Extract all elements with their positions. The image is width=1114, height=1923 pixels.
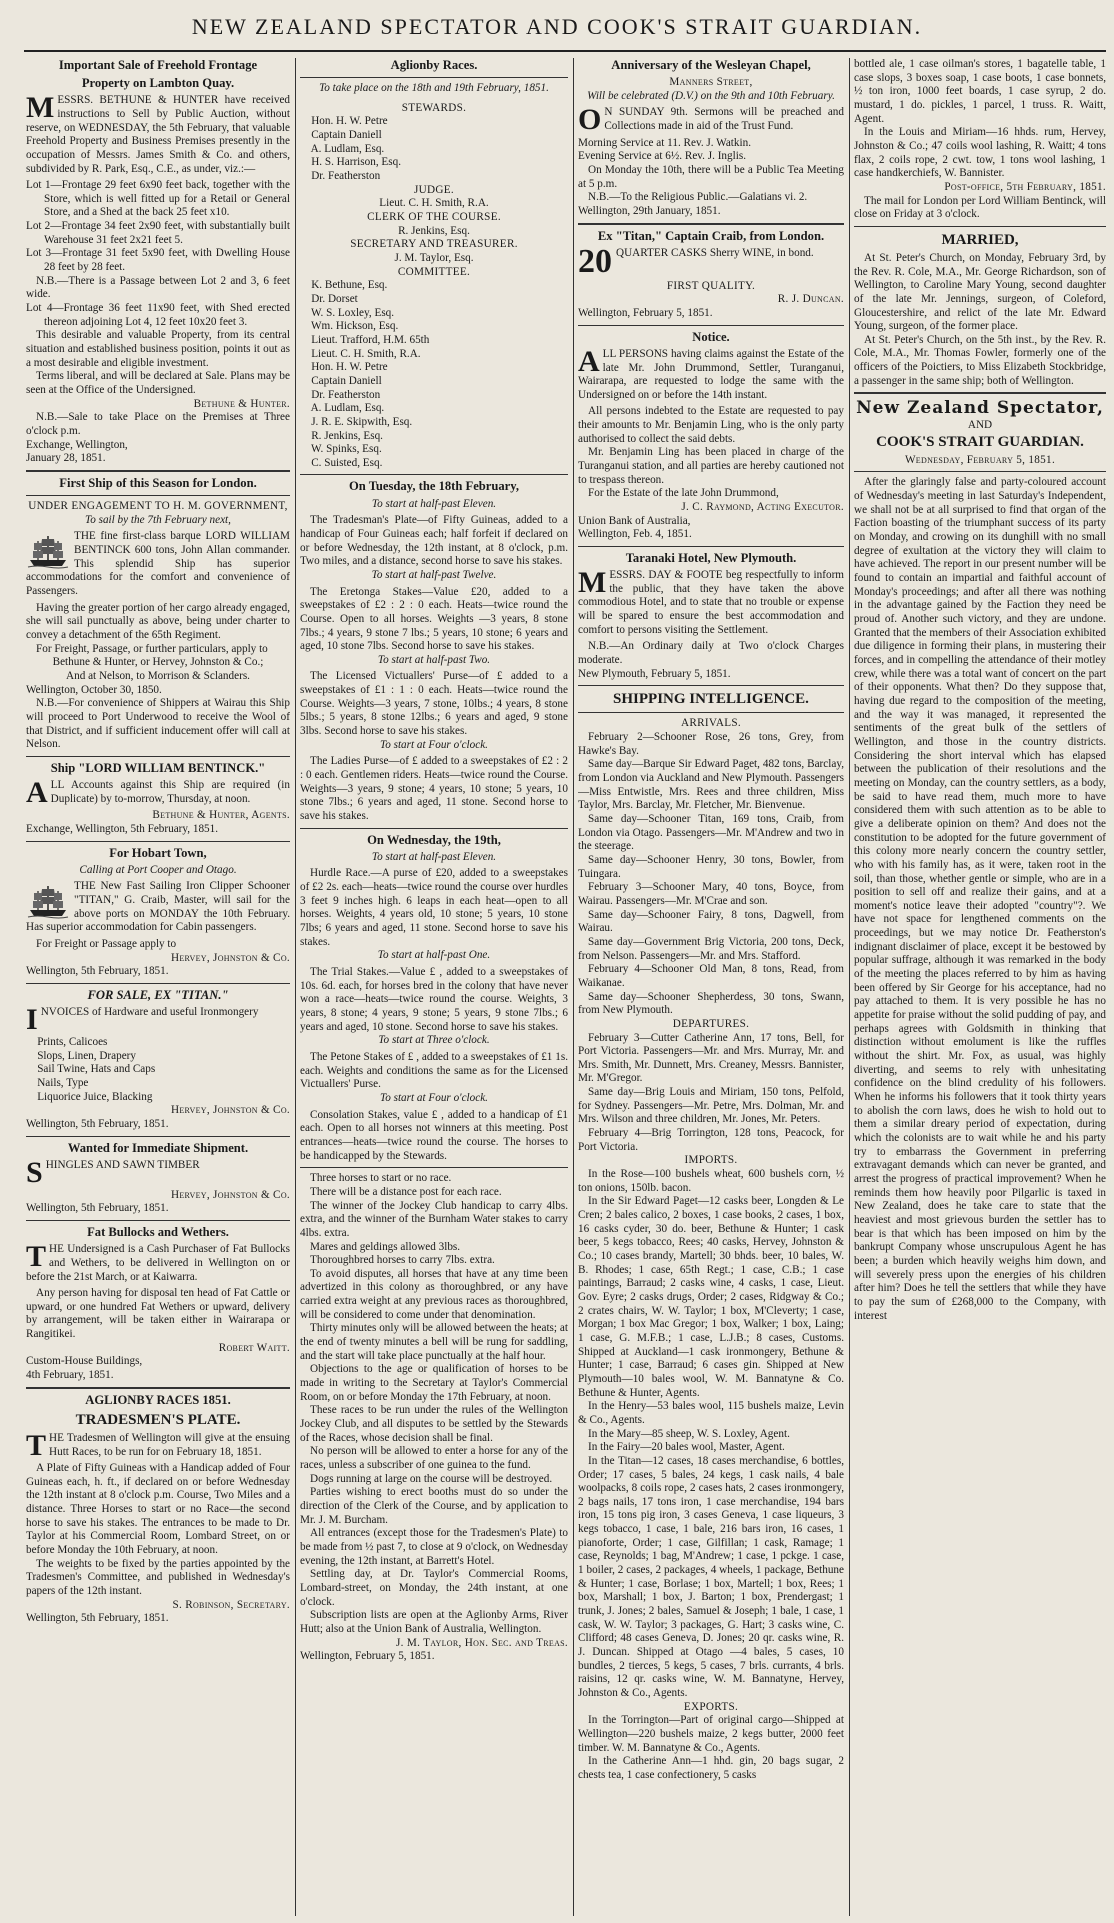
section-rule [854, 392, 1106, 394]
column-3 [578, 58, 844, 1916]
text-line: Wellington, 5th February, 1851. [26, 1202, 169, 1215]
paragraph: All entrances (except those for the Tradesmen's Plate) to be made from ½ past 7, to close at 9 o'clock, on Wednesday evening, the 12th instant, at Barrett's Hotel. [300, 1527, 568, 1567]
text-line: Morning Service at 11. Rev. J. Watkin. [578, 136, 751, 149]
paragraph: The weights to be fixed by the parties appointed by the Tradesmen's Committee, and published in Wednesday's papers of the 12th instant. [26, 1557, 290, 1598]
text-line: 4th February, 1851. [26, 1369, 114, 1382]
paragraph: For the Estate of the late John Drummond, [588, 487, 779, 500]
paragraph: The Licensed Victuallers' Purse—of £ added to a sweepstakes of £1 : 1 : 0 each. Heats—twice round the Course. Weights—3 years, 7 stone, 10lbs.; 4 years, 8 stone 5lbs.; 5 years, 8 stone 12lbs.; 6 years and aged, 9 stone 3lbs. Second horse to save his stakes. [300, 670, 568, 738]
ad-heading: Property on Lambton Quay. [81, 76, 235, 91]
column-divider [295, 58, 296, 1916]
paragraph-text: ESSRS. BETHUNE & HUNTER have received instructions to Sell by Public Auction, without reserve, on WEDNESDAY, the 5th February, that valuable Freehold Property and Business Premises presently in the occupation of Messrs. James Smith & Co. and others, subdivided by R. Park, Esq., C.E., as under, viz.:— [26, 94, 290, 175]
section-heading: TRADESMEN'S PLATE. [75, 1411, 241, 1428]
dropcap-paragraph [26, 1240, 290, 1284]
paragraph: Same day—Barque Sir Edward Paget, 482 tons, Barclay, from London via Auckland and New Plymouth. Passengers—Miss Entwistle, Mrs. Rees and three children, Miss Taylor, Mrs. Barclay, Mr. Fletcher, Mr. Bienvenue. [578, 758, 844, 812]
drop-cap: M [578, 566, 607, 600]
section-rule [300, 828, 568, 829]
drop-cap: T [26, 1240, 47, 1274]
paragraph: In the Mary—85 sheep, W. S. Loxley, Agent. [588, 1427, 790, 1440]
subheading: SECRETARY AND TREASURER. [350, 238, 518, 251]
text-line: W. S. Loxley, Esq. [300, 306, 395, 319]
lot-item: Lot 1—Frontage 29 feet 6x90 feet back, together with the Store, which is well fitted up for a Retail or General Store, and a Shed at the back 25 feet x10. [26, 179, 290, 219]
text-line: Hon. H. W. Petre [300, 361, 388, 374]
paragraph-text: HE Tradesmen of Wellington will give at the ensuing Hutt Races, to be run for on February 18, 1851. [49, 1431, 290, 1458]
paragraph: A Plate of Fifty Guineas with a Handicap added of Four Guineas each, h. ft., if declared on or before Wednesday the 12th instant at 8 o'clock p.m. Course, Two Miles and a distance. Three Horses to start or no Race—the second horse to save his stakes. The entrances to be made to Dr. Taylor at his Commercial Room, Lombard Street, on or before Monday the 10th February, at noon. [26, 1462, 290, 1557]
italic-line: To sail by the 7th February next, [85, 513, 231, 526]
paragraph: The Trial Stakes.—Value £ , added to a sweepstakes of 10s. 6d. each, for horses bred in the colony that have never won a race—heats—twice round the course. Weights, 3 years, 8 stone; 4 years, 9 stone; 5 years, 9 stone 7lbs.; 6 years and aged, 10 stone. Second horse to save his stakes. [300, 966, 568, 1033]
paragraph-text: QUARTER CASKS Sherry WINE, in bond. [616, 246, 814, 259]
column-2 [300, 58, 568, 1916]
drop-cap: T [26, 1428, 47, 1462]
drop-cap: I [26, 1003, 38, 1037]
drop-cap: S [26, 1155, 43, 1189]
text-line: Dr. Dorset [300, 292, 358, 305]
paragraph-text: ESSRS. DAY & FOOTE beg respectfully to inform the public, that they have taken the above commodious Hotel, and to state that no trouble or expense will be spared to ensure the best accommodation and comfort to persons visiting the Settlement. [578, 569, 844, 636]
section-rule [300, 77, 568, 78]
section-rule [578, 712, 844, 713]
column-4 [854, 58, 1106, 1916]
column-1 [26, 58, 290, 1916]
subheading: EXPORTS. [683, 1700, 739, 1713]
italic-line: To start at Three o'clock. [378, 1034, 490, 1047]
paragraph: For Freight or Passage apply to [36, 937, 177, 950]
section-rule [26, 495, 290, 496]
section-rule [578, 546, 844, 547]
lot-item: Lot 3—Frontage 31 feet 5x90 feet, with Dwelling House 28 feet by 28 feet. [26, 247, 290, 274]
paragraph: These races to be run under the rules of the Wellington Jockey Club, and all disputes to be settled by the Stewards of the Races, whose decision shall be final. [300, 1404, 568, 1444]
paragraph-text: LL PERSONS having claims against the Estate of the late Mr. John Drummond, Settler, Turanganui, Wairarapa, are requested to lodge the same with the Undersigned on or before the 14th instant. [578, 347, 844, 401]
dropcap-paragraph [26, 775, 290, 809]
paragraph: In the Torrington—Part of original cargo—Shipped at Wellington—220 bushels maize, 2 kegs butter, 2000 feet timber. W. M. Bannatyne & Co., Agents. [578, 1714, 844, 1754]
paragraph: Mr. Benjamin Ling has been placed in charge of the Turanganui station, and all parties are hereby cautioned not to trespass thereon. [578, 446, 844, 486]
paragraph: The winner of the Jockey Club handicap to carry 4lbs. extra, and the winner of the Burnham Water stakes to carry 4lbs. extra. [300, 1199, 568, 1239]
paragraph: No person will be allowed to enter a horse for any of the races, unless a subscriber of one guinea to the fund. [300, 1445, 568, 1472]
text-line: Nails, Type [26, 1077, 89, 1090]
text-line: January 28, 1851. [26, 452, 106, 465]
subheading: CLERK OF THE COURSE. [367, 211, 501, 224]
text-line: Wellington, February 5, 1851. [578, 307, 713, 320]
centered-line: R. Jenkins, Esq. [398, 224, 470, 237]
subheading: IMPORTS. [684, 1154, 738, 1167]
paragraph: Dogs running at large on the course will be destroyed. [310, 1472, 553, 1485]
italic-line: To start at half-past Two. [377, 653, 491, 666]
signature: R. J. Duncan. [777, 293, 844, 306]
section-rule [26, 1136, 290, 1137]
paragraph: Having the greater portion of her cargo already engaged, she will sail punctually as above, being under charter to convey a detachment of the 65th Regiment. [26, 601, 290, 641]
subheading: DEPARTURES. [672, 1017, 750, 1030]
paragraph: Any person having for disposal ten head of Fat Cattle or upward, or one hundred Fat Wethers or upward, delivery by arrangement, will be taken either in Wairarapa or Rangitikei. [26, 1287, 290, 1341]
ship-advert [26, 880, 290, 935]
paragraph-text: HE Undersigned is a Cash Purchaser of Fat Bullocks and Wethers, to be delivered in Wellington on or before the 21st March, or at Kaiwarra. [26, 1243, 290, 1283]
paragraph-text: THE New Fast Sailing Iron Clipper Schooner "TITAN," G. Craib, Master, will sail for the above ports on MONDAY the 10th February. Has superior accommodation for Cabin passengers. [26, 880, 290, 934]
paragraph: The mail for London per Lord William Bentinck, will close on Friday at 3 o'clock. [854, 194, 1106, 221]
subheading: UNDER ENGAGEMENT TO H. M. GOVERNMENT, [28, 500, 288, 513]
ad-heading: Anniversary of the Wesleyan Chapel, [611, 58, 811, 72]
ad-heading: Taranaki Hotel, New Plymouth. [625, 551, 797, 566]
text-line: Captain Daniell [300, 374, 382, 387]
section-rule [854, 226, 1106, 227]
paragraph: Same day—Brig Louis and Miriam, 150 tons, Pelfold, for Sydney. Passengers—Mr. Petre, Mrs. Dolman, Mr. and Mrs. Wilson and three children, Mr. Jones, Mr. Peters. [578, 1086, 844, 1126]
ad-heading: First Ship of this Season for London. [59, 475, 257, 490]
section-rule [26, 1387, 290, 1389]
italic-line: To start at half-past One. [377, 949, 491, 962]
paragraph: At St. Peter's Church, on the 5th inst., by the Rev. R. Cole, M.A., Mr. Thomas Fowler, formerly one of the officers of the Poictiers, to Miss Elizabeth Stockbridge, a passenger in the same ship; both of Wellington. [854, 333, 1106, 387]
ship-advert [26, 530, 290, 598]
lot-item: Lot 2—Frontage 34 feet 2x90 feet, with substantially built Warehouse 31 feet 2x21 feet 5. [26, 220, 290, 246]
subheading: ARRIVALS. [681, 717, 741, 730]
dropcap-paragraph [578, 566, 844, 637]
paragraph: N.B.—For convenience of Shippers at Wairau this Ship will proceed to Port Underwood to receive the Wool of that District, and if sufficient inducement offer will call at Nelson. [26, 697, 290, 751]
section-heading: COOK'S STRAIT GUARDIAN. [876, 433, 1084, 450]
text-line: Wellington, Feb. 4, 1851. [578, 528, 692, 541]
lot-item: Lot 4—Frontage 36 feet 11x90 feet, with Shed erected thereon adjoining Lot 4, 12 feet 10x20 feet 3. [26, 302, 290, 328]
section-rule [854, 471, 1106, 472]
italic-line: To take place on the 18th and 19th February, 1851. [319, 82, 549, 95]
text-line: W. Spinks, Esq. [300, 443, 382, 456]
italic-line: To start at Four o'clock. [380, 1091, 488, 1104]
ad-heading: Ship "LORD WILLIAM BENTINCK." [50, 760, 266, 775]
paragraph: In the Fairy—20 bales wool, Master, Agent. [588, 1441, 785, 1454]
paragraph: Settling day, at Dr. Taylor's Commercial Rooms, Lombard-street, on Monday, the 24th instant, at one o'clock. [300, 1568, 568, 1608]
paragraph: February 3—Cutter Catherine Ann, 17 tons, Bell, for Port Victoria. Passengers—Mr. and Mrs. Murray, Mr. and Mrs. Smith, Mr. Dunnett, Mrs. Creaney, Messrs. Bannister, Mr. M'Gregor. [578, 1031, 844, 1085]
paragraph: On Monday the 10th, there will be a Public Tea Meeting at 5 p.m. [578, 164, 844, 190]
section-rule [26, 756, 290, 757]
text-line: Lieut. Trafford, H.M. 65th [300, 333, 430, 346]
paragraph: Parties wishing to erect booths must do so under the direction of the Clerk of the Course, and by application to Mr. J. M. Burcham. [300, 1486, 568, 1526]
text-line: Evening Service at 6½. Rev. J. Inglis. [578, 150, 746, 163]
drop-cap: A [26, 775, 48, 809]
paragraph: This desirable and valuable Property, from its central situation and established business position, points it out as a most desirable and eligible investment. [26, 329, 290, 369]
paragraph: N.B.—To the Religious Public.—Galatians vi. 2. [588, 191, 808, 204]
wine-ad-body [578, 242, 844, 280]
text-line: R. Jenkins, Esq. [300, 429, 383, 442]
italic-line: Calling at Port Cooper and Otago. [79, 863, 237, 876]
text-line: Hon. H. W. Petre [300, 115, 388, 128]
dropcap-paragraph [26, 1155, 290, 1189]
text-line: Liquorice Juice, Blacking [26, 1090, 153, 1103]
text-line: Wm. Hickson, Esq. [300, 320, 399, 333]
section-rule [578, 223, 844, 225]
text-line: Dr. Featherston [300, 388, 381, 401]
subheading: FIRST QUALITY. [666, 279, 756, 292]
italic-line: Will be celebrated (D.V.) on the 9th and 10th February. [587, 89, 835, 102]
section-heading: SHIPPING INTELLIGENCE. [613, 691, 809, 708]
signature: S. Robinson, Secretary. [172, 1598, 290, 1611]
signature: J. C. Raymond, Acting Executor. [681, 501, 844, 514]
signature: Hervey, Johnston & Co. [170, 951, 290, 964]
paragraph: Same day—Schooner Fairy, 8 tons, Dagwell, from Wairau. [578, 908, 844, 935]
section-rule [578, 325, 844, 326]
paragraph-text: NVOICES of Hardware and useful Ironmongery [40, 1006, 259, 1019]
signature: Bethune & Hunter, Agents. [152, 809, 290, 822]
paragraph: At St. Peter's Church, on Monday, February 3rd, by the Rev. R. Cole, M.A., Mr. George Richardson, son of Wellington, to Caroline Mary Young, second daughter of the late Mr. Jennings, surgeon, of Coleford, Gloucestershire, and relict of the late Mr. Edward Young, surgeon, of the former place. [854, 251, 1106, 333]
text-line: H. S. Harrison, Esq. [300, 156, 401, 169]
text-line: J. R. E. Skipwith, Esq. [300, 415, 413, 428]
ad-heading: FOR SALE, EX "TITAN." [87, 987, 229, 1002]
paragraph: For Freight, Passage, or further particulars, apply to [36, 642, 268, 655]
paragraph: The Eretonga Stakes—Value £20, added to a sweepstakes of £2 : 2 : 0 each. Heats—twice round the Course. Open to all horses. Weights —3 years, 8 stone 7lbs.; 4 years, 9 stone 7 lbs.; 5 years, 10 stone; 6 years and aged, 10 stone 7lbs. Second horse to save his stakes. [300, 585, 568, 653]
ad-heading: Wanted for Immediate Shipment. [67, 1140, 249, 1155]
subheading: STEWARDS. [401, 101, 467, 114]
text-line: Wellington, 5th February, 1851. [26, 1612, 169, 1625]
paragraph: In the Catherine Ann—1 hhd. gin, 20 bags sugar, 2 chests tea, 1 case confectionery, 5 casks [578, 1755, 844, 1781]
dropcap-paragraph [578, 344, 844, 403]
paragraph: February 4—Brig Torrington, 128 tons, Peacock, for Port Victoria. [578, 1127, 844, 1153]
paragraph-text: LL Accounts against this Ship are required (in Duplicate) by to-morrow, Thursday, at noon. [50, 778, 290, 805]
italic-line: To start at half-past Eleven. [371, 497, 497, 510]
italic-line: To start at half-past Twelve. [371, 568, 497, 581]
paragraph: All persons indebted to the Estate are requested to pay their amounts to Mr. Benjamin Ling, who is the only party authorised to collect the said debts. [578, 405, 844, 445]
centered-line: AND [967, 419, 993, 432]
paragraph: February 2—Schooner Rose, 26 tons, Grey, from Hawke's Bay. [578, 731, 844, 757]
paragraph: The Ladies Purse—of £ added to a sweepstakes of £2 : 2 : 0 each. Gentlemen riders. Heats—twice round the Course. Weights—3 years, 9 stone; 4 years, 10 stone; 5 years, 10 stone 7lbs.; 6 years and aged, 11 stone. Second horse to save his stakes. [300, 755, 568, 823]
ad-heading: For Hobart Town, [109, 845, 207, 860]
paragraph: N.B.—An Ordinary daily at Two o'clock Charges moderate. [578, 640, 844, 667]
text-line: New Plymouth, February 5, 1851. [578, 667, 731, 680]
ad-heading: Important Sale of Freehold Frontage [58, 58, 258, 72]
paragraph: Thoroughbred horses to carry 7lbs. extra. [310, 1254, 495, 1267]
text-line: K. Bethune, Esq. [300, 279, 388, 292]
paragraph: In the Rose—100 bushels wheat, 600 bushels corn, ½ ton onions, 150lb. bacon. [578, 1168, 844, 1194]
ad-heading: Fat Bullocks and Wethers. [87, 1225, 229, 1240]
subheading: Manners Street, [669, 76, 753, 89]
paragraph: In the Sir Edward Paget—12 casks beer, Longden & Le Cren; 2 bales calico, 2 boxes, 1 case books, 2 cases, 1 box, 16 casks cyder, 30 do. beer, Bethune & Hunter; 1 cask beer, 5 kegs tobacco, Rees; 40 casks, Hervey, Johnston & Co.; 10 cases brandy, Martell; 30 bhds. beer, 10 bales, W. B. Rhodes; 1 case, 65th Regt.; 1 case, C.B.; 1 case paintings, Barraud; 2 casks wine, 4 casks, 1 case, Lieut. Gov. Eyre; 2 casks drugs, Order; 2 cases, Ridgway & Co.; 2 crates chairs, W. W. Taylor; 1 box, M'Cleverty; 1 case, Morgan; 1 box Mac Gregor; 1 box, Walker; 1 box, Laing; 1 case, G. M.F.B.; 1 case, L.J.B.; 8 cases, Customs. Shipped at Auckland—1 cask ironmongery, Bethune & Hunter; 1 case, Barraud; 6 cases gin. Shipped at New Plymouth—10 bales wool, W. M. Bannatyne & Co. Bethune & Hunter, Agents. [578, 1195, 844, 1399]
paragraph: In the Louis and Miriam—16 hhds. rum, Hervey, Johnston & Co.; 47 coils wool lashing, R. Waitt; 4 tons flax, 2 coils rope, 2 cwt. tow, 1 tons wool lashing, 1 case handkerchiefs, W. Bannister. [854, 126, 1106, 180]
text-line: Wellington, 5th February, 1851. [26, 965, 169, 978]
text-line: Custom-House Buildings, [26, 1355, 143, 1368]
text-line: Wellington, February 5, 1851. [300, 1650, 435, 1663]
dropcap-paragraph [26, 1428, 290, 1462]
signature: Post-office, 5th February, 1851. [944, 180, 1106, 193]
column-divider [849, 58, 850, 1916]
paragraph: There will be a distance post for each race. [310, 1185, 502, 1198]
paragraph: Subscription lists are open at the Aglionby Arms, River Hutt; also at the Union Bank of Australia, Wellington. [300, 1609, 568, 1635]
ship-icon [26, 882, 70, 920]
paragraph: Thirty minutes only will be allowed between the heats; at the end of twenty minutes a bell will be rung for saddling, and the start will take place punctually at the half hour. [300, 1322, 568, 1362]
text-line: Wellington, 5th February, 1851. [26, 1118, 169, 1130]
text-line: Union Bank of Australia, [578, 514, 691, 527]
section-rule [300, 1167, 568, 1168]
paragraph: After the glaringly false and party-coloured account of Wednesday's meeting in last Saturday's Independent, we shall not be at all surprised to find that organ of the Faction boasting of the triumphant success of its party on Monday, and crowing on its dunghill with no small degree of exultation at the victory they will claim to have achieved. The report in our present number will be found to contain an impartial and faithful account of Monday's proceedings; and after all there was nothing in the advantage gained by the Faction they need be proud of. Another such victory, and they are undone. Granted that the members of their Association exhibited due diligence in forming their plans, in mustering their forces, and in compelling the attendance of their motley crew, while there was a total want of concert on the part of their opponents. What then? Do they suppose that, having due regard to the composition of the meeting, and the way it was managed, it represented the sentiments of the great bulk of the settlers of Wellington, and those in the country districts. Considering the short interval which has elapsed between the publication of their resolutions and the meeting on Monday, can the country settlers, as a body, be said to have read them, much more to have considered them with such attention as to be able to give a deliberate opinion on them? And does not the constitution to be adopted for the future government of this colony more nearly concern the country settler, who with his family has, as it were, taken root in the soil, than those, whether gentle or simple, who are in a position to sell off and realize their gains, and at a moment's notice leave their adopted "country"?. We have not space for lengthened comments on the proceedings, but we may notice Dr. Featherston's indignant disclaimer of place, except it be bestowed by popular suffrage, although it was remarked in the body of the meeting the places referred to by him as having been offered by Sir George for his acceptance, had no pay attached to them. It is very possible he has no appetite for praise without the solid pudding of pay, and perhaps agrees with Goldsmith in thinking that distinction without emolument is like the ruffles without the shirt. Mr. Fox, as usual, was highly diverting, and seems to rely with unhesitating confidence on the blind credulity of his followers. When he informs his followers that it took thirty years to abolish the corn laws, does he wish to hold out to them a similar dreary period of expectation, during which the colonists are to wait while he and his party try to embarrass the Government in preferring extravagant demands which can never be granted, and arrest the progress of practical improvement? When he reminds them how heavily poor Pilgarlic is taxed in New Zealand, does he take care to state that the heaviest and most grievous burden the settler has to bear is that which has been imposed on him by the bankrupt Company whose unscrupulous Agent he has been; a burden which heavily weighs him down, and will severely press upon the energies of his children after him? Does he tell the settlers that while they have to pay the sum of £268,000 to the Company, with interest [854, 476, 1106, 1322]
italic-line: To start at half-past Eleven. [371, 850, 497, 863]
section-rule [578, 685, 844, 686]
paragraph: Same day—Schooner Shepherdess, 30 tons, Swann, from New Plymouth. [578, 990, 844, 1017]
paragraph-text: THE fine first-class barque LORD WILLIAM BENTINCK 600 tons, John Allan commander. This splendid Ship has superior accommodations for the comfort and convenience of Passengers. [26, 530, 290, 597]
paragraph: Objections to the age or qualification of horses to be made in writing to the Secretary at Taylor's Commercial Room, on or before Monday the 17th February, at noon. [300, 1363, 568, 1403]
paragraph: Consolation Stakes, value £ , added to a handicap of £1 each. Open to all horses not winners at this meeting. Post entrances—heats—twice round the course. The horses to be handicapped by the Stewards. [300, 1108, 568, 1162]
paragraph: Same day—Schooner Titan, 169 tons, Craib, from London via Otago. Passengers—Mr. M'Andrew and two in the steerage. [578, 813, 844, 853]
ad-heading: On Tuesday, the 18th February, [348, 479, 520, 494]
paragraph: Hurdle Race.—A purse of £20, added to a sweepstakes of £2 2s. each—heats—twice round the course over hurdles 3 feet 9 inches high. 6 leaps in each heat—open to all horses. Weights, 4 years old, 10 stone; 5 years, 10 stone 7lbs; 6 years and aged, 11 stone. Second horse to save his stakes. [300, 867, 568, 948]
signature: Robert Waitt. [218, 1341, 290, 1354]
section-rule [26, 983, 290, 984]
paragraph: N.B.—There is a Passage between Lot 2 and 3, 6 feet wide. [26, 274, 290, 301]
signature: J. M. Taylor, Hon. Sec. and Treas. [395, 1636, 568, 1649]
paper-title: New Zealand Spectator, [856, 398, 1104, 419]
paragraph: February 4—Schooner Old Man, 8 tons, Read, from Waikanae. [578, 963, 844, 989]
signature: Bethune & Hunter. [193, 397, 290, 410]
text-line: Wellington, 29th January, 1851. [578, 205, 721, 218]
text-line: Exchange, Wellington, 5th February, 1851. [26, 822, 219, 835]
text-line: Wellington, October 30, 1850. [26, 683, 162, 696]
text-line: C. Suisted, Esq. [300, 456, 383, 469]
paragraph: In the Titan—12 cases, 18 cases merchandise, 6 bottles, Order; 17 cases, 5 bales, 24 kegs, 1 cask nails, 4 bale woolpacks, 8 coils rope, 2 cases hats, 2 cases ironmongery, 2 bags nails, 17 tons iron, 1 case merchandise, 194 bars iron, 15 tons pig iron, 3 cases Geneva, 1 case liqueurs, 3 kegs tobacco, 1 case, 1 bale, 216 bars iron, 16 cases, 1 pianoforte, Order; 1 case, Gilfillan; 1 cask, Ramage; 1 case, Reynolds; 1 bag, M'Andrew; 1 case, 1 pckge. 1 case, 1 boiler, 2 cases, 2 packages, 4 wheels, 1 package, Bethune & Hunter; 1 case, Borlase; 1 box, Martell; 1 box, Rees; 1 box, Marshall; 1 box, J. Barton; 1 box, Prendergast; 1 trunk, J. Jones; 2 bales, Samuel & Joseph; 1 bale, 1 case, 1 cask, W. W. Taylor; 3 packages, G. Hart; 3 casks wine, C. Clifford; 48 cases Geneva, D. Jones; 20 qr. casks wine, R. J. Duncan. Shipped at Otago —4 bales, 5 cases, 10 bundles, 2 tierces, 5 kegs, 5 cases, 7 brls. currants, 4 brls. raisins, 12 qr. casks wine, W. M. Bannatyne, Hervey, Johnston & Co., Agents. [578, 1454, 844, 1699]
paragraph: bottled ale, 1 case oilman's stores, 1 bagatelle table, 1 case slops, 3 boxes soap, 1 case boots, 1 case bonnets, ½ ton iron, 1000 feet boards, 1 case syrup, 2 do. mustard, 1 do. pickles, 1 parcel, 1 truss. R. Waitt, Agent. [854, 58, 1106, 125]
paragraph: Terms liberal, and will be declared at Sale. Plans may be seen at the Office of the Undersigned. [26, 370, 290, 396]
paragraph: In the Henry—53 bales wool, 115 bushels maize, Levin & Co., Agents. [578, 1400, 844, 1426]
subheading: COMMITTEE. [397, 265, 471, 278]
column-divider [573, 58, 574, 1916]
text-line: A. Ludlam, Esq. [300, 142, 385, 155]
text-line: Sail Twine, Hats and Caps [26, 1063, 156, 1076]
paragraph: Same day—Schooner Henry, 30 tons, Bowler, from Tuingara. [578, 853, 844, 880]
paragraph: The Petone Stakes of £ , added to a sweepstakes of £1 1s. each. Weights and conditions the same as for the Licensed Victuallers' Purse. [300, 1050, 568, 1091]
dropcap-paragraph [26, 1003, 290, 1037]
section-rule [300, 474, 568, 475]
masthead-rule [24, 50, 1106, 52]
ship-icon [26, 532, 70, 570]
section-rule [26, 841, 290, 842]
paragraph-text: N SUNDAY 9th. Sermons will be preached and Collections made in aid of the Trust Fund. [604, 106, 844, 133]
centered-line: And at Nelson, to Morrison & Sclanders. [66, 669, 250, 682]
large-numeral: 20 [578, 242, 612, 280]
section-heading: MARRIED, [941, 231, 1019, 248]
centered-line: Bethune & Hunter, or Hervey, Johnston & Co.; [52, 656, 264, 669]
masthead: NEW ZEALAND SPECTATOR AND COOK'S STRAIT GUARDIAN. [191, 14, 923, 39]
paragraph: N.B.—Sale to take Place on the Premises at Three o'clock p.m. [26, 411, 290, 437]
ad-heading: AGLIONBY RACES 1851. [85, 1392, 231, 1407]
drop-cap: O [578, 103, 602, 137]
text-line: Slops, Linen, Drapery [26, 1049, 136, 1062]
ad-heading: Ex "Titan," Captain Craib, from London. [597, 228, 825, 243]
centered-line: Lieut. C. H. Smith, R.A. [379, 197, 489, 210]
italic-line: To start at Four o'clock. [380, 738, 488, 751]
dropcap-paragraph [26, 91, 290, 176]
ad-heading: Notice. [692, 329, 730, 344]
paragraph-text: HINGLES AND SAWN TIMBER [45, 1158, 200, 1171]
paragraph: Three horses to start or no race. [310, 1172, 452, 1185]
paragraph: The Tradesman's Plate—of Fifty Guineas, added to a handicap of Four Guineas each; half forfeit if declared on or before Wednesday, the 12th instant, at 8 o'clock, p.m. Two miles, and a distance, second horse to save his stakes. [300, 514, 568, 568]
text-line: Lieut. C. H. Smith, R.A. [300, 347, 421, 360]
text-line: Exchange, Wellington, [26, 438, 128, 451]
subheading: JUDGE. [413, 183, 455, 196]
text-line: Prints, Calicoes [26, 1036, 108, 1049]
section-rule [26, 470, 290, 472]
ad-heading: Aglionby Races. [390, 58, 478, 72]
paragraph: To avoid disputes, all horses that have at any time been advertized in this colony as thoroughbred, or any have carried extra weight at any previous races as thoroughbred, will be considered to come under that denomination. [300, 1267, 568, 1321]
text-line: Dr. Featherston [300, 170, 381, 183]
paragraph: Mares and geldings allowed 3lbs. [310, 1240, 461, 1253]
text-line: Captain Daniell [300, 129, 382, 142]
text-line: A. Ludlam, Esq. [300, 402, 385, 415]
paragraph: February 3—Schooner Mary, 40 tons, Boyce, from Wairau. Passengers—Mr. M'Crae and son. [578, 881, 844, 907]
signature: Hervey, Johnston & Co. [170, 1188, 290, 1201]
ad-heading: On Wednesday, the 19th, [367, 832, 501, 847]
subheading: Wednesday, February 5, 1851. [904, 453, 1056, 466]
drop-cap: A [578, 344, 600, 378]
signature: Hervey, Johnston & Co. [170, 1104, 290, 1117]
paragraph: Same day—Government Brig Victoria, 200 tons, Deck, from Nelson. Passengers—Mr. and Mrs. Stafford. [578, 935, 844, 962]
drop-cap: M [26, 91, 55, 125]
centered-line: J. M. Taylor, Esq. [394, 251, 474, 264]
section-rule [26, 1220, 290, 1221]
dropcap-paragraph [578, 103, 844, 137]
